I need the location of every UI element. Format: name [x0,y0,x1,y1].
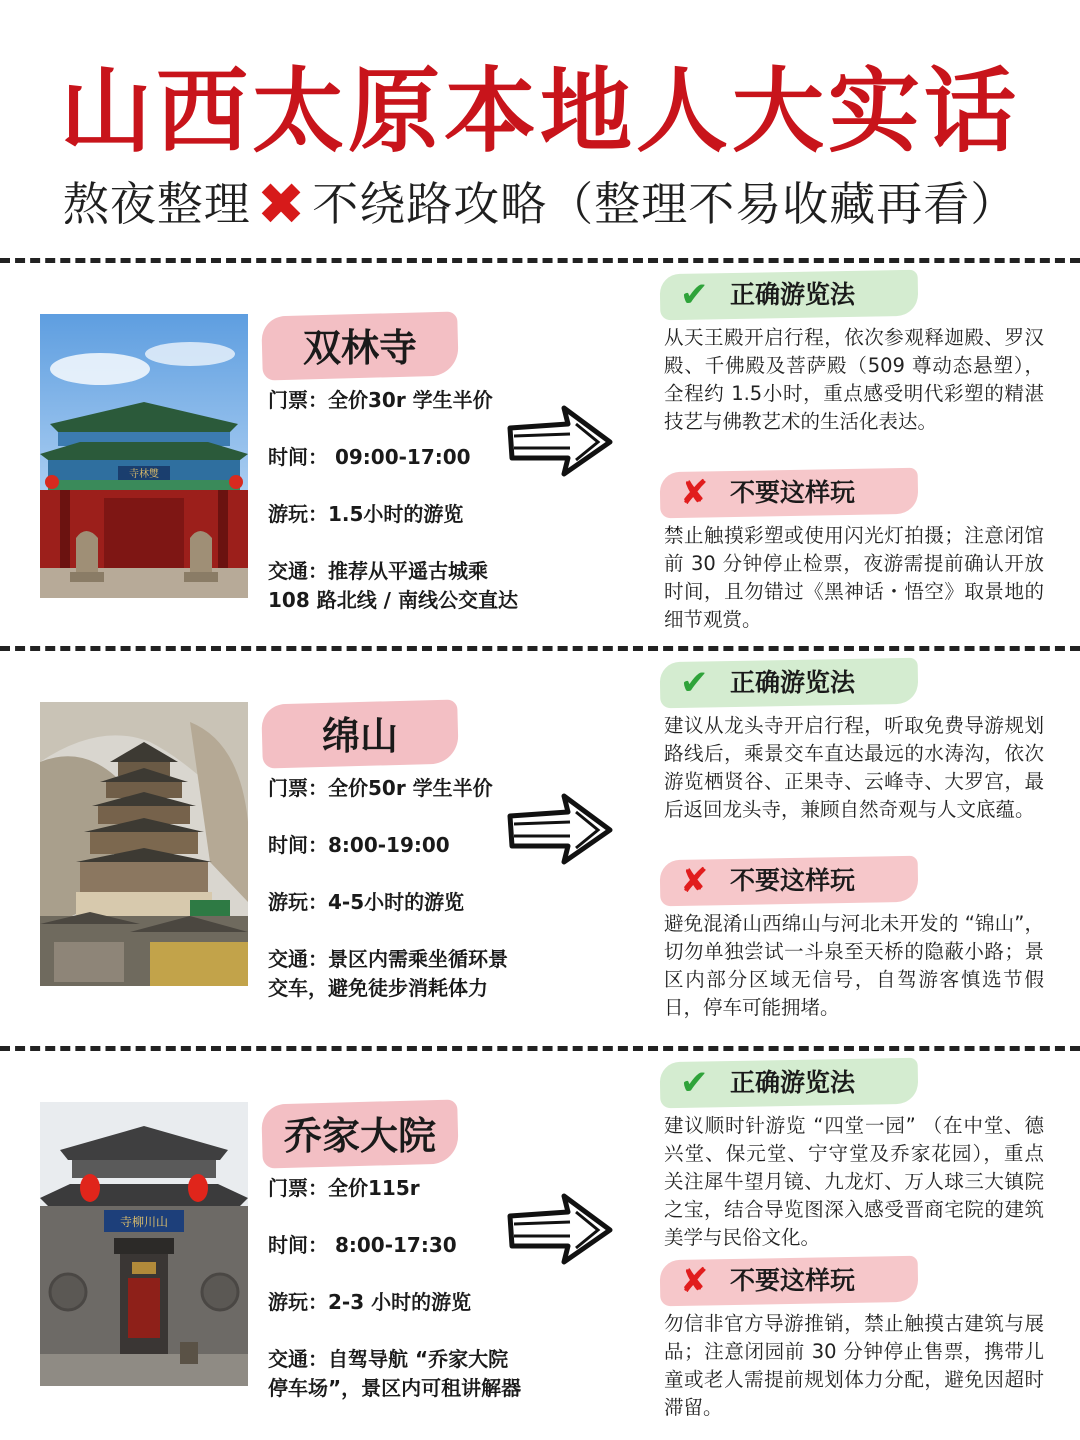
spot-section-mianshan [0,650,1080,1030]
tag-label: 不要这样玩 [730,478,856,507]
cross-icon: ✘ [680,861,709,901]
spot-name: 绵山 [321,714,398,758]
spot-name: 双林寺 [302,326,417,370]
correct-tour-tag [660,660,918,706]
ticket-info: 门票：全价30r 学生半价 [268,388,493,412]
tag-label: 正确游览法 [730,1068,856,1097]
page-subtitle [0,168,1080,238]
page-title: 山西太原本地人大实话 [59,58,1020,165]
play-info: 游玩：4-5小时的游览 [268,890,465,914]
courtyard-photo [40,1102,248,1386]
avoid-tag [660,1258,918,1304]
ticket-info: 门票：全价115r [268,1176,420,1200]
correct-tour-tag [660,1060,918,1106]
cross-icon: ✘ [680,1261,709,1301]
check-icon: ✔ [680,1063,709,1103]
traffic-info [268,945,508,1003]
temple-plaque: 寺林雙 [129,469,159,480]
traffic-info [268,557,518,615]
ticket-info: 门票：全价50r 学生半价 [268,776,493,800]
cross-icon: ✘ [680,473,709,513]
time-info: 时间： 8:00-17:30 [268,1233,457,1257]
avoid-tag [660,858,918,904]
tag-label: 不要这样玩 [730,1266,856,1295]
temple-photo [40,314,248,598]
play-info: 游玩：1.5小时的游览 [268,502,464,526]
time-info: 时间： 09:00-17:00 [268,445,471,469]
spot-section-qiaojia [0,1050,1080,1430]
arrow-right-icon [506,790,616,870]
traffic-line: 交通：推荐从平遥古城乘 [268,559,488,583]
check-icon: ✔ [680,663,709,703]
tag-label: 正确游览法 [730,280,856,309]
tag-label: 正确游览法 [730,668,856,697]
correct-tour-tag [660,272,918,318]
time-info: 时间：8:00-19:00 [268,833,450,857]
cross-icon: ✖ [256,170,307,238]
traffic-line: 停车场”，景区内可租讲解器 [268,1376,522,1400]
correct-tour-text: 从天王殿开启行程，依次参观释迦殿、罗汉殿、千佛殿及菩萨殿（509 尊动态悬塑），全程约 1.5小时，重点感受明代彩塑的精湛技艺与佛教艺术的生活化表达。 [664,326,1044,433]
mountain-temple-photo [40,702,248,986]
avoid-text: 勿信非官方导游推销，禁止触摸古建筑与展品；注意闭园前 30 分钟停止售票，携带儿童或老人需提前规划体力分配，避免因超时滞留。 [664,1312,1044,1419]
spot-section-shuanglin [0,262,1080,642]
arrow-right-icon [506,1190,616,1270]
check-icon: ✔ [680,275,709,315]
avoid-text: 禁止触摸彩塑或使用闪光灯拍摄；注意闭馆前 30 分钟停止检票，夜游需提前确认开放时间，且勿错过《黑神话・悟空》取景地的细节观赏。 [664,524,1044,631]
avoid-tag [660,470,918,516]
traffic-line: 交车，避免徒步消耗体力 [268,976,488,1000]
spot-name: 乔家大院 [283,1114,436,1158]
traffic-info [268,1345,521,1403]
correct-tour-text: 建议顺时针游览 “四堂一园” （在中堂、德兴堂、保元堂、宁守堂及乔家花园），重点关注犀牛望月镜、九龙灯、万人球三大镇院之宝，结合导览图深入感受晋商宅院的建筑美学与民俗文化。 [664,1114,1044,1249]
traffic-line: 108 路北线 / 南线公交直达 [268,588,518,612]
subtitle-right: 不绕路攻略（整理不易收藏再看） [312,177,1018,231]
tag-label: 不要这样玩 [730,866,856,895]
avoid-text: 避免混淆山西绵山与河北未开发的 “锦山”，切勿单独尝试一斗泉至天桥的隐蔽小路；景区内部分区域无信号，自驾游客慎选节假日，停车可能拥堵。 [664,912,1044,1019]
arrow-right-icon [506,402,616,482]
traffic-line: 交通：自驾导航 “乔家大院 [268,1347,509,1371]
subtitle-left: 熬夜整理 [62,177,251,231]
play-info: 游玩：2-3 小时的游览 [268,1290,472,1314]
correct-tour-text: 建议从龙头寺开启行程，听取免费导游规划路线后，乘景交车直达最远的水涛沟，依次游览栖贤谷、正果寺、云峰寺、大罗宫，最后返回龙头寺，兼顾自然奇观与人文底蕴。 [664,714,1044,821]
courtyard-plaque: 寺柳川山 [119,1215,169,1229]
traffic-line: 交通：景区内需乘坐循环景 [268,947,508,971]
